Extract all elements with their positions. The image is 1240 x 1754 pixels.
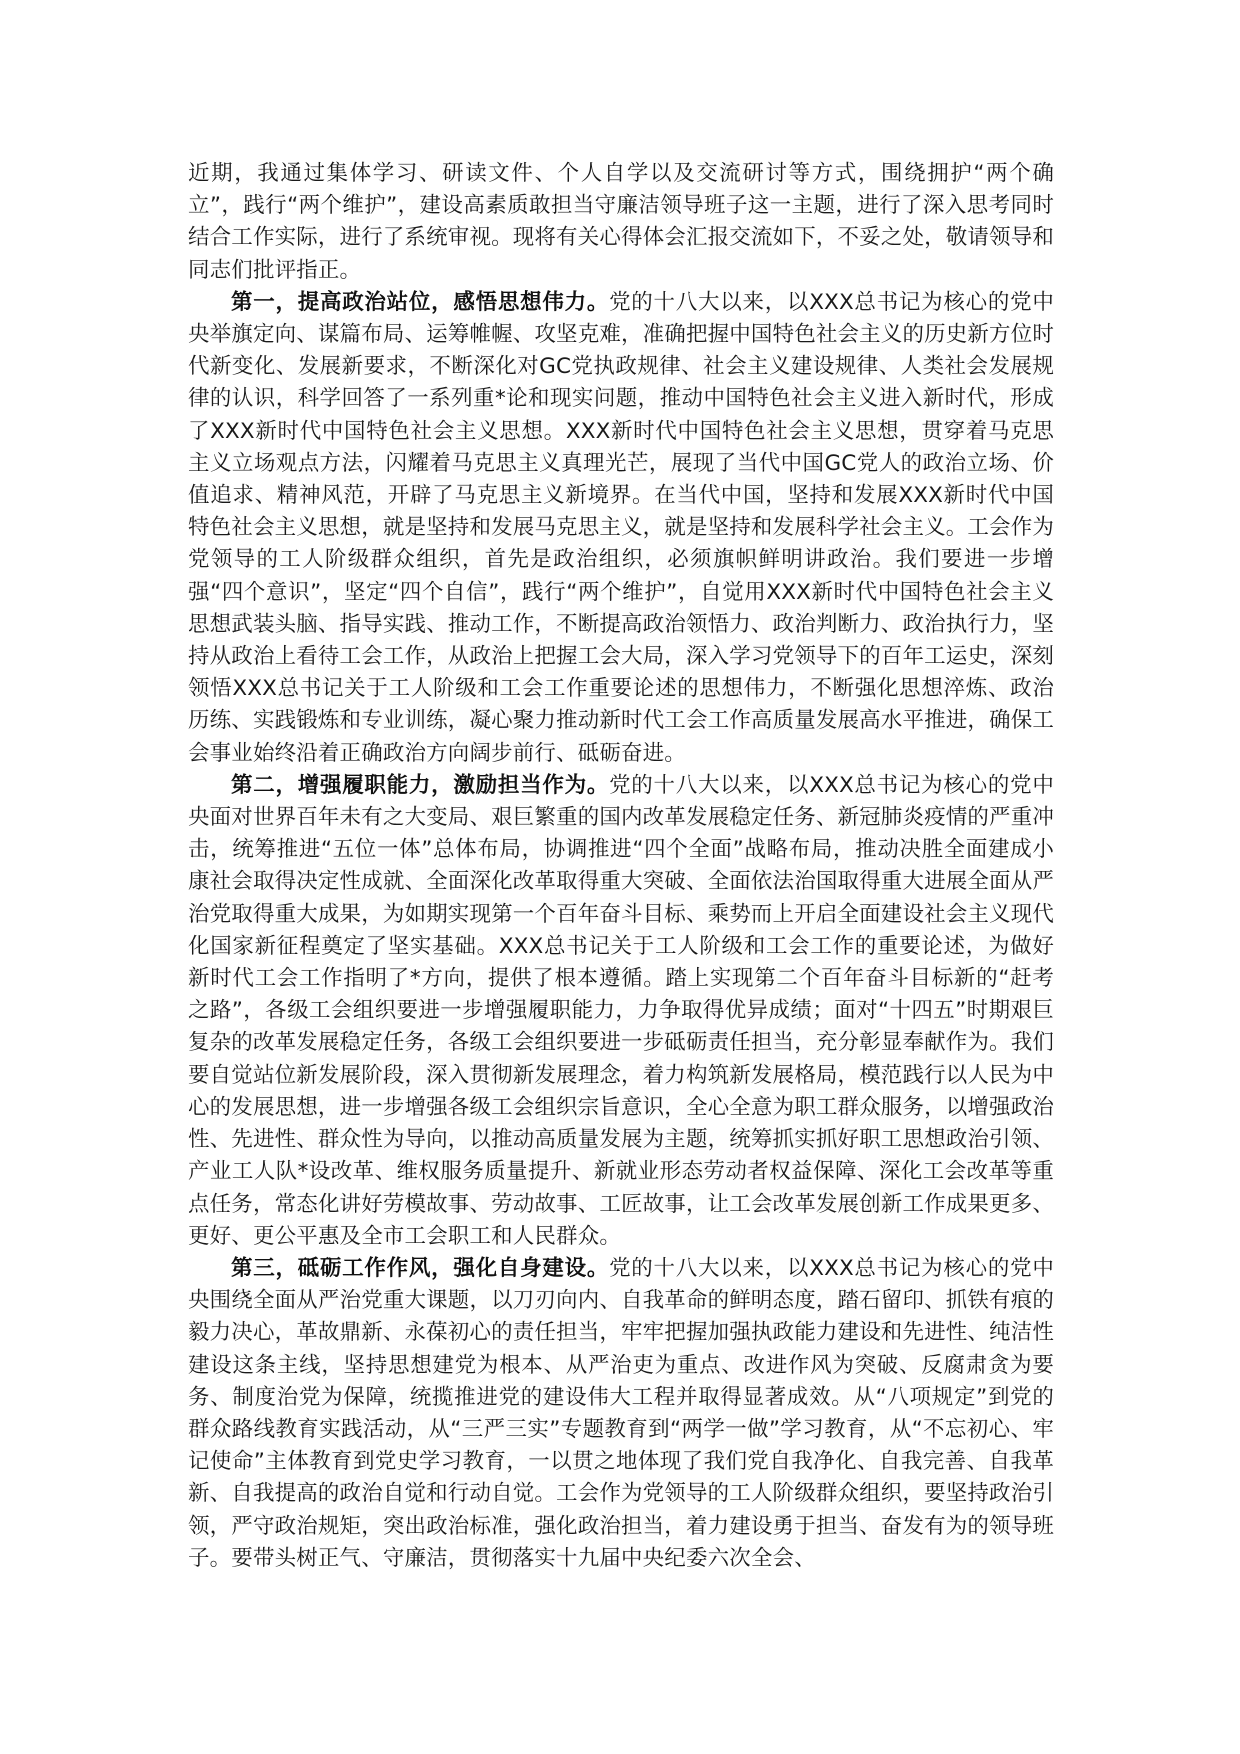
section-3-heading: 第三，砥砺工作作风，强化自身建设。 [231,1255,610,1281]
section-1-paragraph [188,287,1054,770]
section-1-body: 党的十八大以来，以XXX总书记为核心的党中央举旗定向、谋篇布局、运筹帷幄、攻坚克难，准确把握中国特色社会主义的历史新方位时代新变化、发展新要求，不断深化对GC党执政规律、社会主义建设规律、人类社会发展规律的认识，科学回答了一系列重*论和现实问题，推动中国特色社会主义进入新时代，形成了XXX新时代中国特色社会主义思想。XXX新时代中国特色社会主义思想，贯穿着马克思主义立场观点方法，闪耀着马克思主义真理光芒，展现了当代中国GC党人的政治立场、价值追求、精神风范，开辟了马克思主义新境界。在当代中国，坚持和发展XXX新时代中国特色社会主义思想，就是坚持和发展马克思主义，就是坚持和发展科学社会主义。工会作为党领导的工人阶级群众组织，首先是政治组织，必须旗帜鲜明讲政治。我们要进一步增强“四个意识”，坚定“四个自信”，践行“两个维护”，自觉用XXX新时代中国特色社会主义思想武装头脑、指导实践、推动工作，不断提高政治领悟力、政治判断力、政治执行力，坚持从政治上看待工会工作，从政治上把握工会大局，深入学习党领导下的百年工运史，深刻领悟XXX总书记关于工人阶级和工会工作重要论述的思想伟力，不断强化思想淬炼、政治历练、实践锻炼和专业训练，凝心聚力推动新时代工会工作高质量发展高水平推进，确保工会事业始终沿着正确政治方向阔步前行、砥砺奋进。 [188,289,1055,766]
section-3-body: 党的十八大以来，以XXX总书记为核心的党中央围绕全面从严治党重大课题，以刀刃向内、自我革命的鲜明态度，踏石留印、抓铁有痕的毅力决心，革故鼎新、永葆初心的责任担当，牢牢把握加强执政能力建设和先进性、纯洁性建设这条主线，坚持思想建党为根本、从严治吏为重点、改进作风为突破、反腐肃贪为要务、制度治党为保障，统揽推进党的建设伟大工程并取得显著成效。从“八项规定”到党的群众路线教育实践活动，从“三严三实”专题教育到“两学一做”学习教育，从“不忘初心、牢记使命”主体教育到党史学习教育，一以贯之地体现了我们党自我净化、自我完善、自我革新、自我提高的政治自觉和行动自觉。工会作为党领导的工人阶级群众组织，要坚持政治引领，严守政治规矩，突出政治标准，强化政治担当，着力建设勇于担当、奋发有为的领导班子。要带头树正气、守廉洁，贯彻落实十九届中央纪委六次全会、 [188,1255,1055,1571]
section-2-body: 党的十八大以来，以XXX总书记为核心的党中央面对世界百年未有之大变局、艰巨繁重的国内改革发展稳定任务、新冠肺炎疫情的严重冲击，统筹推进“五位一体”总体布局，协调推进“四个全面”战略布局，推动决胜全面建成小康社会取得决定性成就、全面深化改革取得重大突破、全面依法治国取得重大进展全面从严治党取得重大成果，为如期实现第一个百年奋斗目标、乘势而上开启全面建设社会主义现代化国家新征程奠定了坚实基础。XXX总书记关于工人阶级和工会工作的重要论述，为做好新时代工会工作指明了*方向，提供了根本遵循。踏上实现第二个百年奋斗目标新的“赶考之路”，各级工会组织要进一步增强履职能力，力争取得优异成绩；面对“十四五”时期艰巨复杂的改革发展稳定任务，各级工会组织要进一步砥砺责任担当，充分彰显奉献作为。我们要自觉站位新发展阶段，深入贯彻新发展理念，着力构筑新发展格局，模范践行以人民为中心的发展思想，进一步增强各级工会组织宗旨意识，全心全意为职工群众服务，以增强政治性、先进性、群众性为导向，以推动高质量发展为主题，统筹抓实抓好职工思想政治引领、产业工人队*设改革、维权服务质量提升、新就业形态劳动者权益保障、深化工会改革等重点任务，常态化讲好劳模故事、劳动故事、工匠故事，让工会改革发展创新工作成果更多、更好、更公平惠及全市工会职工和人民群众。 [188,772,1055,1249]
section-2-heading: 第二，增强履职能力，激励担当作为。 [231,772,610,798]
intro-paragraph: 近期，我通过集体学习、研读文件、个人自学以及交流研讨等方式，围绕拥护“两个确立”，践行“两个维护”，建设高素质敢担当守廉洁领导班子这一主题，进行了深入思考同时结合工作实际，进行了系统审视。现将有关心得体会汇报交流如下，不妥之处，敬请领导和同志们批评指正。 [188,161,1055,283]
document-page [188,158,1054,1575]
section-3-paragraph [188,1253,1054,1575]
section-1-heading: 第一，提高政治站位，感悟思想伟力。 [231,289,610,315]
section-2-paragraph [188,770,1054,1253]
